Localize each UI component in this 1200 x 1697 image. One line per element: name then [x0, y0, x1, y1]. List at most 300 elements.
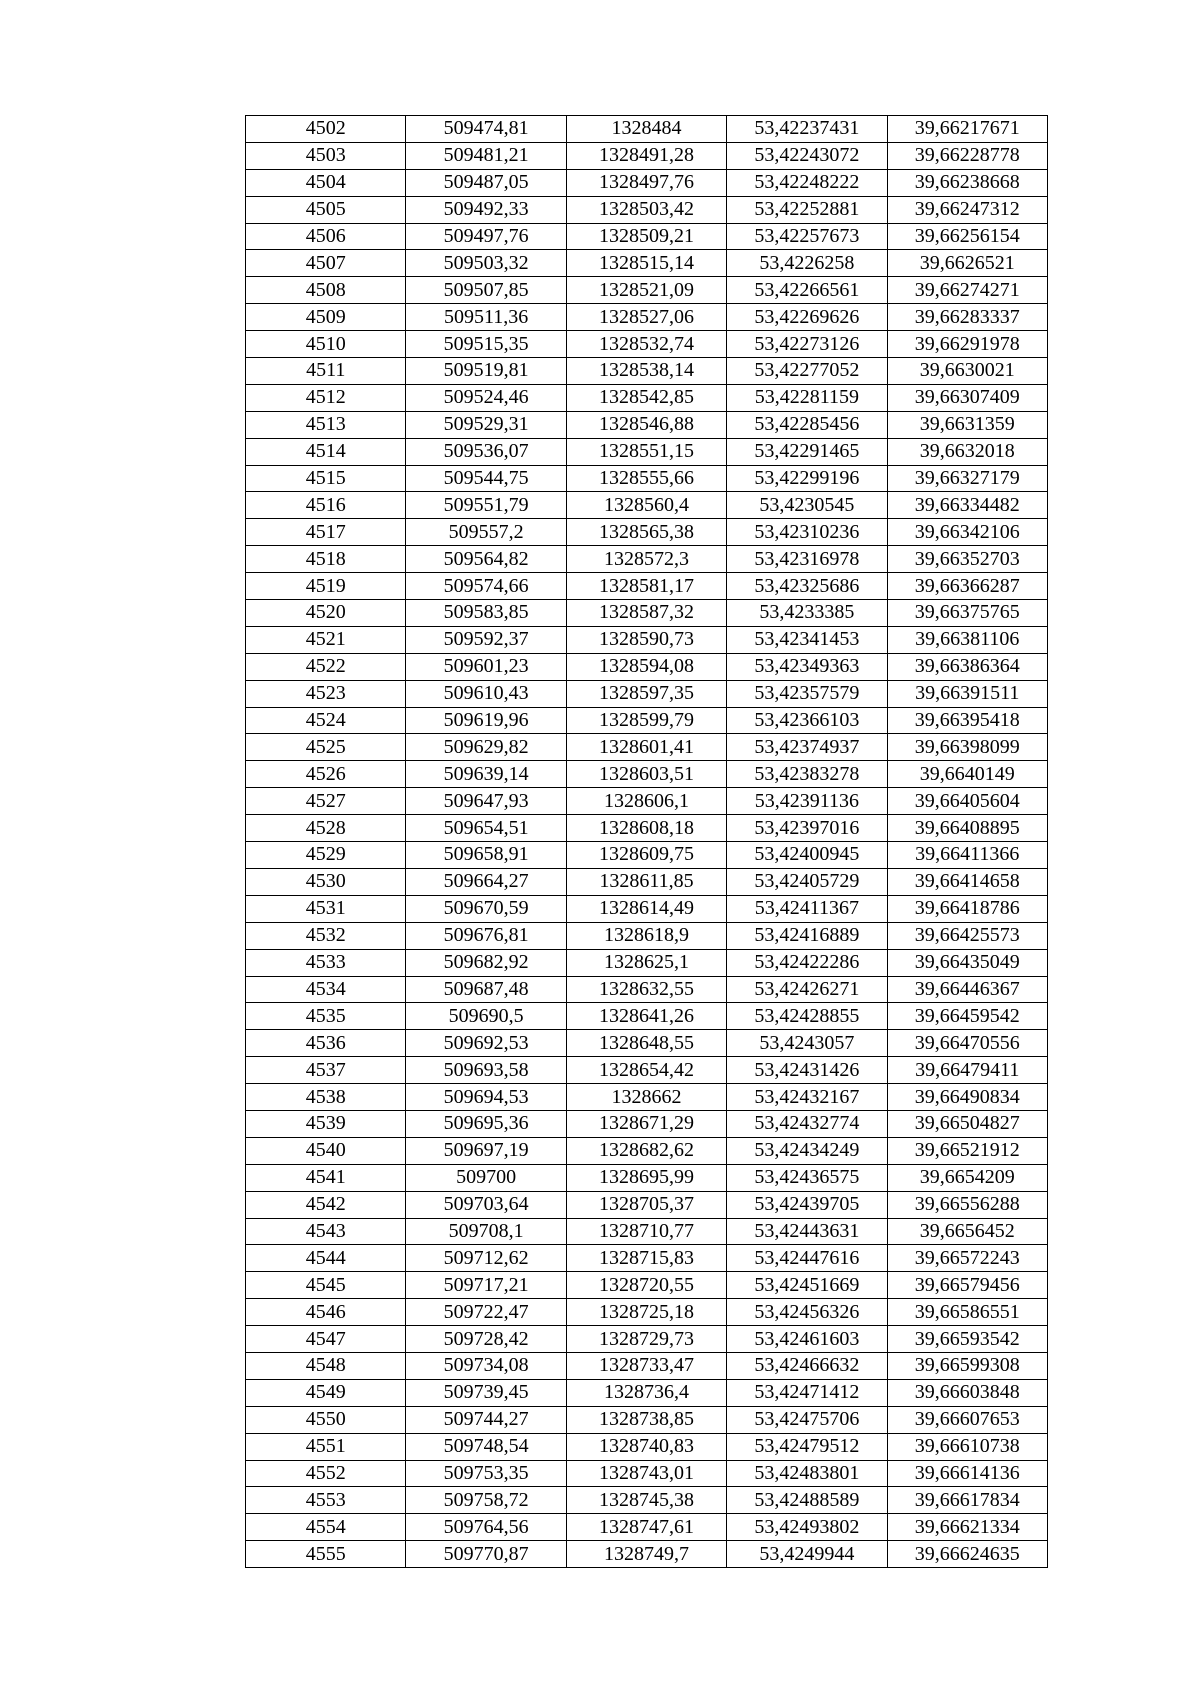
- longitude-cell: 39,6631359: [887, 411, 1047, 438]
- x-coordinate-cell: 509693,58: [406, 1057, 566, 1084]
- latitude-cell: 53,4233385: [727, 600, 887, 627]
- point-number-cell: 4537: [246, 1057, 406, 1084]
- table-row: [246, 1352, 1048, 1379]
- x-coordinate-cell: 509529,31: [406, 411, 566, 438]
- longitude-cell: 39,66617834: [887, 1487, 1047, 1514]
- point-number-cell: 4506: [246, 223, 406, 250]
- longitude-cell: 39,6626521: [887, 250, 1047, 277]
- latitude-cell: 53,42405729: [727, 868, 887, 895]
- x-coordinate-cell: 509515,35: [406, 331, 566, 358]
- point-number-cell: 4533: [246, 949, 406, 976]
- x-coordinate-cell: 509487,05: [406, 169, 566, 196]
- point-number-cell: 4505: [246, 196, 406, 223]
- point-number-cell: 4507: [246, 250, 406, 277]
- point-number-cell: 4552: [246, 1460, 406, 1487]
- table-row: [246, 1326, 1048, 1353]
- point-number-cell: 4555: [246, 1541, 406, 1568]
- table-row: [246, 1164, 1048, 1191]
- y-coordinate-cell: 1328597,35: [566, 680, 726, 707]
- point-number-cell: 4512: [246, 384, 406, 411]
- x-coordinate-cell: 509564,82: [406, 546, 566, 573]
- x-coordinate-cell: 509610,43: [406, 680, 566, 707]
- latitude-cell: 53,42269626: [727, 304, 887, 331]
- longitude-cell: 39,66470556: [887, 1030, 1047, 1057]
- latitude-cell: 53,42325686: [727, 573, 887, 600]
- point-number-cell: 4545: [246, 1272, 406, 1299]
- y-coordinate-cell: 1328587,32: [566, 600, 726, 627]
- x-coordinate-cell: 509654,51: [406, 815, 566, 842]
- y-coordinate-cell: 1328740,83: [566, 1433, 726, 1460]
- y-coordinate-cell: 1328532,74: [566, 331, 726, 358]
- point-number-cell: 4528: [246, 815, 406, 842]
- table-row: [246, 1541, 1048, 1568]
- x-coordinate-cell: 509503,32: [406, 250, 566, 277]
- y-coordinate-cell: 1328581,17: [566, 573, 726, 600]
- longitude-cell: 39,66479411: [887, 1057, 1047, 1084]
- table-row: [246, 1460, 1048, 1487]
- latitude-cell: 53,42461603: [727, 1326, 887, 1353]
- table-row: [246, 680, 1048, 707]
- x-coordinate-cell: 509717,21: [406, 1272, 566, 1299]
- point-number-cell: 4543: [246, 1218, 406, 1245]
- x-coordinate-cell: 509764,56: [406, 1514, 566, 1541]
- longitude-cell: 39,66579456: [887, 1272, 1047, 1299]
- longitude-cell: 39,66283337: [887, 304, 1047, 331]
- y-coordinate-cell: 1328625,1: [566, 949, 726, 976]
- longitude-cell: 39,66425573: [887, 922, 1047, 949]
- table-row: [246, 600, 1048, 627]
- y-coordinate-cell: 1328614,49: [566, 895, 726, 922]
- x-coordinate-cell: 509664,27: [406, 868, 566, 895]
- latitude-cell: 53,42432774: [727, 1110, 887, 1137]
- y-coordinate-cell: 1328725,18: [566, 1299, 726, 1326]
- longitude-cell: 39,66593542: [887, 1326, 1047, 1353]
- y-coordinate-cell: 1328733,47: [566, 1352, 726, 1379]
- latitude-cell: 53,42391136: [727, 788, 887, 815]
- point-number-cell: 4524: [246, 707, 406, 734]
- latitude-cell: 53,42428855: [727, 1003, 887, 1030]
- point-number-cell: 4519: [246, 573, 406, 600]
- latitude-cell: 53,42411367: [727, 895, 887, 922]
- point-number-cell: 4520: [246, 600, 406, 627]
- point-number-cell: 4544: [246, 1245, 406, 1272]
- table-row: [246, 196, 1048, 223]
- point-number-cell: 4526: [246, 761, 406, 788]
- longitude-cell: 39,66352703: [887, 546, 1047, 573]
- point-number-cell: 4513: [246, 411, 406, 438]
- y-coordinate-cell: 1328671,29: [566, 1110, 726, 1137]
- y-coordinate-cell: 1328743,01: [566, 1460, 726, 1487]
- latitude-cell: 53,42357579: [727, 680, 887, 707]
- latitude-cell: 53,42349363: [727, 653, 887, 680]
- y-coordinate-cell: 1328546,88: [566, 411, 726, 438]
- table-row: [246, 519, 1048, 546]
- table-row: [246, 976, 1048, 1003]
- point-number-cell: 4502: [246, 116, 406, 143]
- point-number-cell: 4515: [246, 465, 406, 492]
- x-coordinate-cell: 509695,36: [406, 1110, 566, 1137]
- table-row: [246, 304, 1048, 331]
- table-row: [246, 1299, 1048, 1326]
- table-row: [246, 1003, 1048, 1030]
- point-number-cell: 4529: [246, 842, 406, 869]
- table-row: [246, 868, 1048, 895]
- longitude-cell: 39,66521912: [887, 1137, 1047, 1164]
- table-row: [246, 1218, 1048, 1245]
- x-coordinate-cell: 509703,64: [406, 1191, 566, 1218]
- latitude-cell: 53,42431426: [727, 1057, 887, 1084]
- table-row: [246, 1110, 1048, 1137]
- latitude-cell: 53,42466632: [727, 1352, 887, 1379]
- longitude-cell: 39,66398099: [887, 734, 1047, 761]
- point-number-cell: 4523: [246, 680, 406, 707]
- longitude-cell: 39,66556288: [887, 1191, 1047, 1218]
- table-row: [246, 1191, 1048, 1218]
- latitude-cell: 53,42248222: [727, 169, 887, 196]
- latitude-cell: 53,42436575: [727, 1164, 887, 1191]
- latitude-cell: 53,42439705: [727, 1191, 887, 1218]
- point-number-cell: 4504: [246, 169, 406, 196]
- x-coordinate-cell: 509619,96: [406, 707, 566, 734]
- table-row: [246, 922, 1048, 949]
- longitude-cell: 39,6632018: [887, 438, 1047, 465]
- latitude-cell: 53,42383278: [727, 761, 887, 788]
- table-row: [246, 1030, 1048, 1057]
- table-row: [246, 1487, 1048, 1514]
- latitude-cell: 53,42488589: [727, 1487, 887, 1514]
- longitude-cell: 39,66307409: [887, 384, 1047, 411]
- latitude-cell: 53,4243057: [727, 1030, 887, 1057]
- x-coordinate-cell: 509670,59: [406, 895, 566, 922]
- table-row: [246, 116, 1048, 143]
- y-coordinate-cell: 1328538,14: [566, 358, 726, 385]
- y-coordinate-cell: 1328594,08: [566, 653, 726, 680]
- longitude-cell: 39,6654209: [887, 1164, 1047, 1191]
- table-row: [246, 1272, 1048, 1299]
- table-row: [246, 1084, 1048, 1111]
- longitude-cell: 39,66228778: [887, 142, 1047, 169]
- table-row: [246, 815, 1048, 842]
- table-row: [246, 438, 1048, 465]
- table-row: [246, 842, 1048, 869]
- y-coordinate-cell: 1328710,77: [566, 1218, 726, 1245]
- y-coordinate-cell: 1328618,9: [566, 922, 726, 949]
- longitude-cell: 39,6640149: [887, 761, 1047, 788]
- longitude-cell: 39,66375765: [887, 600, 1047, 627]
- x-coordinate-cell: 509647,93: [406, 788, 566, 815]
- x-coordinate-cell: 509511,36: [406, 304, 566, 331]
- longitude-cell: 39,66504827: [887, 1110, 1047, 1137]
- point-number-cell: 4553: [246, 1487, 406, 1514]
- point-number-cell: 4516: [246, 492, 406, 519]
- longitude-cell: 39,66408895: [887, 815, 1047, 842]
- table-row: [246, 734, 1048, 761]
- longitude-cell: 39,66366287: [887, 573, 1047, 600]
- latitude-cell: 53,42456326: [727, 1299, 887, 1326]
- latitude-cell: 53,42432167: [727, 1084, 887, 1111]
- point-number-cell: 4511: [246, 358, 406, 385]
- table-row: [246, 169, 1048, 196]
- table-row: [246, 331, 1048, 358]
- x-coordinate-cell: 509682,92: [406, 949, 566, 976]
- x-coordinate-cell: 509536,07: [406, 438, 566, 465]
- x-coordinate-cell: 509692,53: [406, 1030, 566, 1057]
- y-coordinate-cell: 1328682,62: [566, 1137, 726, 1164]
- x-coordinate-cell: 509544,75: [406, 465, 566, 492]
- x-coordinate-cell: 509697,19: [406, 1137, 566, 1164]
- y-coordinate-cell: 1328572,3: [566, 546, 726, 573]
- point-number-cell: 4542: [246, 1191, 406, 1218]
- longitude-cell: 39,66342106: [887, 519, 1047, 546]
- x-coordinate-cell: 509708,1: [406, 1218, 566, 1245]
- point-number-cell: 4518: [246, 546, 406, 573]
- y-coordinate-cell: 1328551,15: [566, 438, 726, 465]
- y-coordinate-cell: 1328603,51: [566, 761, 726, 788]
- latitude-cell: 53,42397016: [727, 815, 887, 842]
- longitude-cell: 39,66490834: [887, 1084, 1047, 1111]
- point-number-cell: 4527: [246, 788, 406, 815]
- y-coordinate-cell: 1328491,28: [566, 142, 726, 169]
- longitude-cell: 39,66247312: [887, 196, 1047, 223]
- x-coordinate-cell: 509676,81: [406, 922, 566, 949]
- latitude-cell: 53,42316978: [727, 546, 887, 573]
- table-row: [246, 1379, 1048, 1406]
- table-row: [246, 1514, 1048, 1541]
- longitude-cell: 39,66381106: [887, 626, 1047, 653]
- y-coordinate-cell: 1328720,55: [566, 1272, 726, 1299]
- y-coordinate-cell: 1328606,1: [566, 788, 726, 815]
- y-coordinate-cell: 1328648,55: [566, 1030, 726, 1057]
- y-coordinate-cell: 1328515,14: [566, 250, 726, 277]
- x-coordinate-cell: 509583,85: [406, 600, 566, 627]
- longitude-cell: 39,66459542: [887, 1003, 1047, 1030]
- x-coordinate-cell: 509739,45: [406, 1379, 566, 1406]
- table-row: [246, 411, 1048, 438]
- latitude-cell: 53,4249944: [727, 1541, 887, 1568]
- longitude-cell: 39,6656452: [887, 1218, 1047, 1245]
- longitude-cell: 39,66238668: [887, 169, 1047, 196]
- table-row: [246, 492, 1048, 519]
- y-coordinate-cell: 1328521,09: [566, 277, 726, 304]
- x-coordinate-cell: 509753,35: [406, 1460, 566, 1487]
- latitude-cell: 53,42257673: [727, 223, 887, 250]
- y-coordinate-cell: 1328527,06: [566, 304, 726, 331]
- x-coordinate-cell: 509658,91: [406, 842, 566, 869]
- point-number-cell: 4539: [246, 1110, 406, 1137]
- y-coordinate-cell: 1328609,75: [566, 842, 726, 869]
- table-row: [246, 223, 1048, 250]
- longitude-cell: 39,66610738: [887, 1433, 1047, 1460]
- table-row: [246, 761, 1048, 788]
- table-row: [246, 626, 1048, 653]
- latitude-cell: 53,42483801: [727, 1460, 887, 1487]
- table-row: [246, 573, 1048, 600]
- x-coordinate-cell: 509557,2: [406, 519, 566, 546]
- x-coordinate-cell: 509700: [406, 1164, 566, 1191]
- longitude-cell: 39,66327179: [887, 465, 1047, 492]
- latitude-cell: 53,42475706: [727, 1406, 887, 1433]
- latitude-cell: 53,42374937: [727, 734, 887, 761]
- latitude-cell: 53,42341453: [727, 626, 887, 653]
- x-coordinate-cell: 509770,87: [406, 1541, 566, 1568]
- table-row: [246, 788, 1048, 815]
- x-coordinate-cell: 509474,81: [406, 116, 566, 143]
- point-number-cell: 4509: [246, 304, 406, 331]
- table-row: [246, 1245, 1048, 1272]
- point-number-cell: 4547: [246, 1326, 406, 1353]
- point-number-cell: 4546: [246, 1299, 406, 1326]
- y-coordinate-cell: 1328497,76: [566, 169, 726, 196]
- latitude-cell: 53,42266561: [727, 277, 887, 304]
- y-coordinate-cell: 1328542,85: [566, 384, 726, 411]
- point-number-cell: 4532: [246, 922, 406, 949]
- y-coordinate-cell: 1328747,61: [566, 1514, 726, 1541]
- point-number-cell: 4551: [246, 1433, 406, 1460]
- y-coordinate-cell: 1328729,73: [566, 1326, 726, 1353]
- latitude-cell: 53,4226258: [727, 250, 887, 277]
- y-coordinate-cell: 1328695,99: [566, 1164, 726, 1191]
- longitude-cell: 39,66405604: [887, 788, 1047, 815]
- longitude-cell: 39,66414658: [887, 868, 1047, 895]
- y-coordinate-cell: 1328590,73: [566, 626, 726, 653]
- y-coordinate-cell: 1328654,42: [566, 1057, 726, 1084]
- y-coordinate-cell: 1328715,83: [566, 1245, 726, 1272]
- table-row: [246, 949, 1048, 976]
- table-row: [246, 465, 1048, 492]
- latitude-cell: 53,42310236: [727, 519, 887, 546]
- y-coordinate-cell: 1328745,38: [566, 1487, 726, 1514]
- longitude-cell: 39,66624635: [887, 1541, 1047, 1568]
- latitude-cell: 53,42291465: [727, 438, 887, 465]
- x-coordinate-cell: 509492,33: [406, 196, 566, 223]
- point-number-cell: 4548: [246, 1352, 406, 1379]
- point-number-cell: 4540: [246, 1137, 406, 1164]
- longitude-cell: 39,66291978: [887, 331, 1047, 358]
- point-number-cell: 4530: [246, 868, 406, 895]
- longitude-cell: 39,66256154: [887, 223, 1047, 250]
- longitude-cell: 39,66599308: [887, 1352, 1047, 1379]
- y-coordinate-cell: 1328632,55: [566, 976, 726, 1003]
- latitude-cell: 53,42471412: [727, 1379, 887, 1406]
- longitude-cell: 39,66572243: [887, 1245, 1047, 1272]
- point-number-cell: 4535: [246, 1003, 406, 1030]
- latitude-cell: 53,42479512: [727, 1433, 887, 1460]
- point-number-cell: 4514: [246, 438, 406, 465]
- x-coordinate-cell: 509601,23: [406, 653, 566, 680]
- x-coordinate-cell: 509728,42: [406, 1326, 566, 1353]
- longitude-cell: 39,66334482: [887, 492, 1047, 519]
- latitude-cell: 53,42366103: [727, 707, 887, 734]
- longitude-cell: 39,66391511: [887, 680, 1047, 707]
- x-coordinate-cell: 509524,46: [406, 384, 566, 411]
- latitude-cell: 53,42416889: [727, 922, 887, 949]
- point-number-cell: 4525: [246, 734, 406, 761]
- table-row: [246, 546, 1048, 573]
- y-coordinate-cell: 1328738,85: [566, 1406, 726, 1433]
- longitude-cell: 39,66274271: [887, 277, 1047, 304]
- x-coordinate-cell: 509574,66: [406, 573, 566, 600]
- y-coordinate-cell: 1328509,21: [566, 223, 726, 250]
- x-coordinate-cell: 509687,48: [406, 976, 566, 1003]
- point-number-cell: 4510: [246, 331, 406, 358]
- table-row: [246, 1137, 1048, 1164]
- coordinates-table: [245, 115, 1048, 1568]
- y-coordinate-cell: 1328599,79: [566, 707, 726, 734]
- y-coordinate-cell: 1328565,38: [566, 519, 726, 546]
- table-row: [246, 895, 1048, 922]
- y-coordinate-cell: 1328503,42: [566, 196, 726, 223]
- point-number-cell: 4536: [246, 1030, 406, 1057]
- x-coordinate-cell: 509519,81: [406, 358, 566, 385]
- longitude-cell: 39,66614136: [887, 1460, 1047, 1487]
- latitude-cell: 53,42426271: [727, 976, 887, 1003]
- point-number-cell: 4522: [246, 653, 406, 680]
- x-coordinate-cell: 509497,76: [406, 223, 566, 250]
- latitude-cell: 53,42434249: [727, 1137, 887, 1164]
- x-coordinate-cell: 509722,47: [406, 1299, 566, 1326]
- y-coordinate-cell: 1328555,66: [566, 465, 726, 492]
- longitude-cell: 39,66586551: [887, 1299, 1047, 1326]
- point-number-cell: 4534: [246, 976, 406, 1003]
- longitude-cell: 39,66395418: [887, 707, 1047, 734]
- point-number-cell: 4517: [246, 519, 406, 546]
- x-coordinate-cell: 509734,08: [406, 1352, 566, 1379]
- table-row: [246, 653, 1048, 680]
- x-coordinate-cell: 509690,5: [406, 1003, 566, 1030]
- longitude-cell: 39,6630021: [887, 358, 1047, 385]
- latitude-cell: 53,42422286: [727, 949, 887, 976]
- x-coordinate-cell: 509481,21: [406, 142, 566, 169]
- point-number-cell: 4508: [246, 277, 406, 304]
- point-number-cell: 4503: [246, 142, 406, 169]
- x-coordinate-cell: 509629,82: [406, 734, 566, 761]
- y-coordinate-cell: 1328749,7: [566, 1541, 726, 1568]
- latitude-cell: 53,42443631: [727, 1218, 887, 1245]
- x-coordinate-cell: 509758,72: [406, 1487, 566, 1514]
- longitude-cell: 39,66386364: [887, 653, 1047, 680]
- y-coordinate-cell: 1328608,18: [566, 815, 726, 842]
- longitude-cell: 39,66446367: [887, 976, 1047, 1003]
- coordinates-table-body: [246, 116, 1048, 1568]
- table-row: [246, 707, 1048, 734]
- x-coordinate-cell: 509744,27: [406, 1406, 566, 1433]
- table-row: [246, 1406, 1048, 1433]
- table-row: [246, 1057, 1048, 1084]
- latitude-cell: 53,42237431: [727, 116, 887, 143]
- latitude-cell: 53,42447616: [727, 1245, 887, 1272]
- latitude-cell: 53,42451669: [727, 1272, 887, 1299]
- point-number-cell: 4554: [246, 1514, 406, 1541]
- y-coordinate-cell: 1328641,26: [566, 1003, 726, 1030]
- longitude-cell: 39,66418786: [887, 895, 1047, 922]
- latitude-cell: 53,42281159: [727, 384, 887, 411]
- point-number-cell: 4538: [246, 1084, 406, 1111]
- y-coordinate-cell: 1328484: [566, 116, 726, 143]
- point-number-cell: 4541: [246, 1164, 406, 1191]
- longitude-cell: 39,66607653: [887, 1406, 1047, 1433]
- latitude-cell: 53,42243072: [727, 142, 887, 169]
- longitude-cell: 39,66217671: [887, 116, 1047, 143]
- y-coordinate-cell: 1328611,85: [566, 868, 726, 895]
- latitude-cell: 53,42493802: [727, 1514, 887, 1541]
- longitude-cell: 39,66435049: [887, 949, 1047, 976]
- longitude-cell: 39,66411366: [887, 842, 1047, 869]
- x-coordinate-cell: 509694,53: [406, 1084, 566, 1111]
- point-number-cell: 4549: [246, 1379, 406, 1406]
- latitude-cell: 53,42273126: [727, 331, 887, 358]
- x-coordinate-cell: 509592,37: [406, 626, 566, 653]
- latitude-cell: 53,42277052: [727, 358, 887, 385]
